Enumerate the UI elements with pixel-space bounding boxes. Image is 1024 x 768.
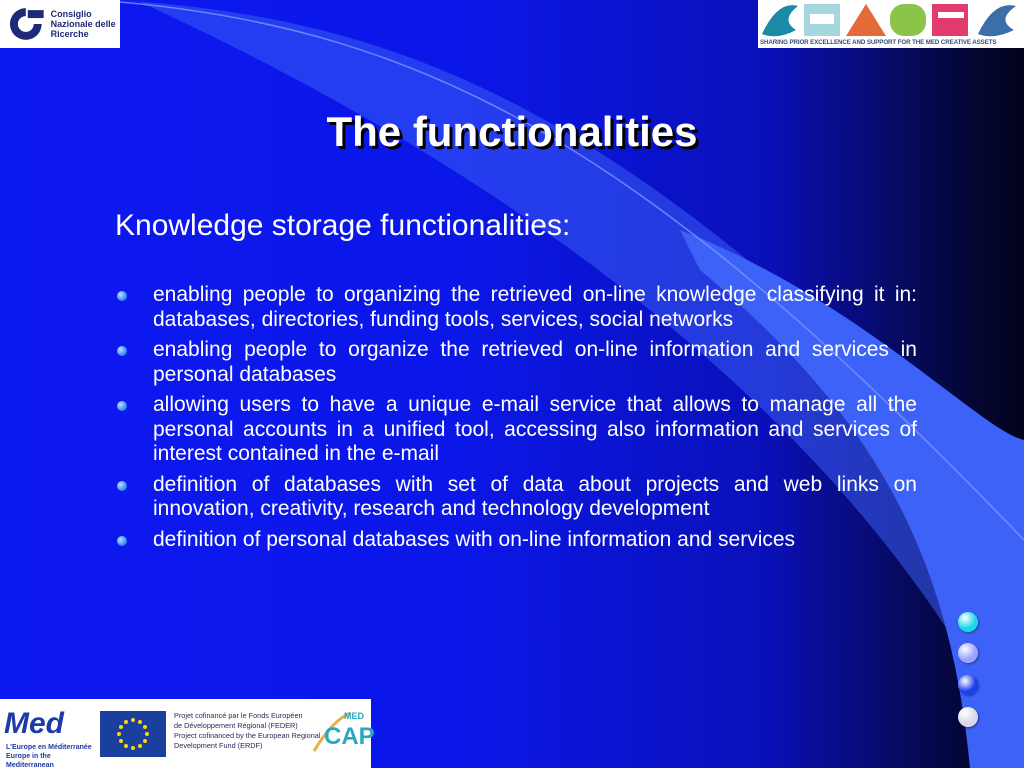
funding-line-2: de Développement Régional (FEDER): [174, 721, 298, 730]
bullet-item: [115, 528, 917, 553]
bullet-item: [115, 473, 917, 522]
med-logo: [4, 705, 92, 768]
funding-line-1: Projet cofinancé par le Fonds Européen: [174, 711, 303, 720]
bullet-text: enabling people to organize the retrieved on-line information and services in personal databases: [153, 338, 917, 386]
funding-line-4: Development Fund (ERDF): [174, 741, 263, 750]
nav-dot-4[interactable]: [958, 707, 978, 727]
med-logo-subtitle: [6, 743, 92, 768]
funding-text: [174, 711, 320, 751]
eu-flag-icon: [100, 711, 166, 757]
bullet-item: [115, 393, 917, 467]
nav-dot-3[interactable]: [958, 675, 978, 695]
slide-subtitle: Knowledge storage functionalities:: [115, 209, 571, 242]
cnr-emblem-icon: [4, 4, 48, 44]
bullet-list: [115, 283, 917, 558]
bullet-dot-icon: [117, 536, 127, 546]
medcap-logo: [312, 711, 375, 763]
bullet-item: [115, 283, 917, 332]
funding-banner: [0, 699, 375, 768]
medcap-bottom: CAP: [324, 723, 375, 750]
funding-line-3: Project cofinanced by the European Regional: [174, 731, 321, 740]
bullet-dot-icon: [117, 291, 127, 301]
nav-dot-1[interactable]: [958, 612, 978, 632]
bullet-text: allowing users to have a unique e-mail service that allows to manage all the personal accounts in a unified tool, accessing also information and services of interest contained in the e-mail: [153, 393, 917, 465]
bullet-text: definition of personal databases with on-line information and services: [153, 527, 796, 551]
medcap-top: MED: [344, 711, 364, 721]
med-sub-line-1: L'Europe en Méditerranée: [6, 744, 92, 751]
slide-title: The functionalities: [326, 108, 698, 155]
bullet-dot-icon: [117, 346, 127, 356]
cnr-logo-text: Consiglio Nazionale delle Ricerche: [50, 9, 116, 39]
bullet-text: enabling people to organizing the retrieved on-line knowledge classifying it in: databases, directories, funding tools, services, social networks: [153, 283, 917, 331]
shapes-logo: [758, 0, 1024, 48]
med-sub-line-2: Europe in the Mediterranean: [6, 753, 54, 768]
shapes-letters-icon: [758, 0, 1024, 40]
bullet-dot-icon: [117, 401, 127, 411]
med-logo-word: Med: [4, 707, 64, 740]
bullet-item: [115, 338, 917, 387]
nav-dot-2[interactable]: [958, 643, 978, 663]
bullet-dot-icon: [117, 481, 127, 491]
bullet-text: definition of databases with set of data about projects and web links on innovation, creativity, research and technology development: [153, 472, 917, 520]
cnr-logo: [0, 0, 120, 48]
shapes-logo-tagline: SHARING PRIOR EXCELLENCE AND SUPPORT FOR THE MED CREATIVE ASSETS: [760, 39, 997, 46]
